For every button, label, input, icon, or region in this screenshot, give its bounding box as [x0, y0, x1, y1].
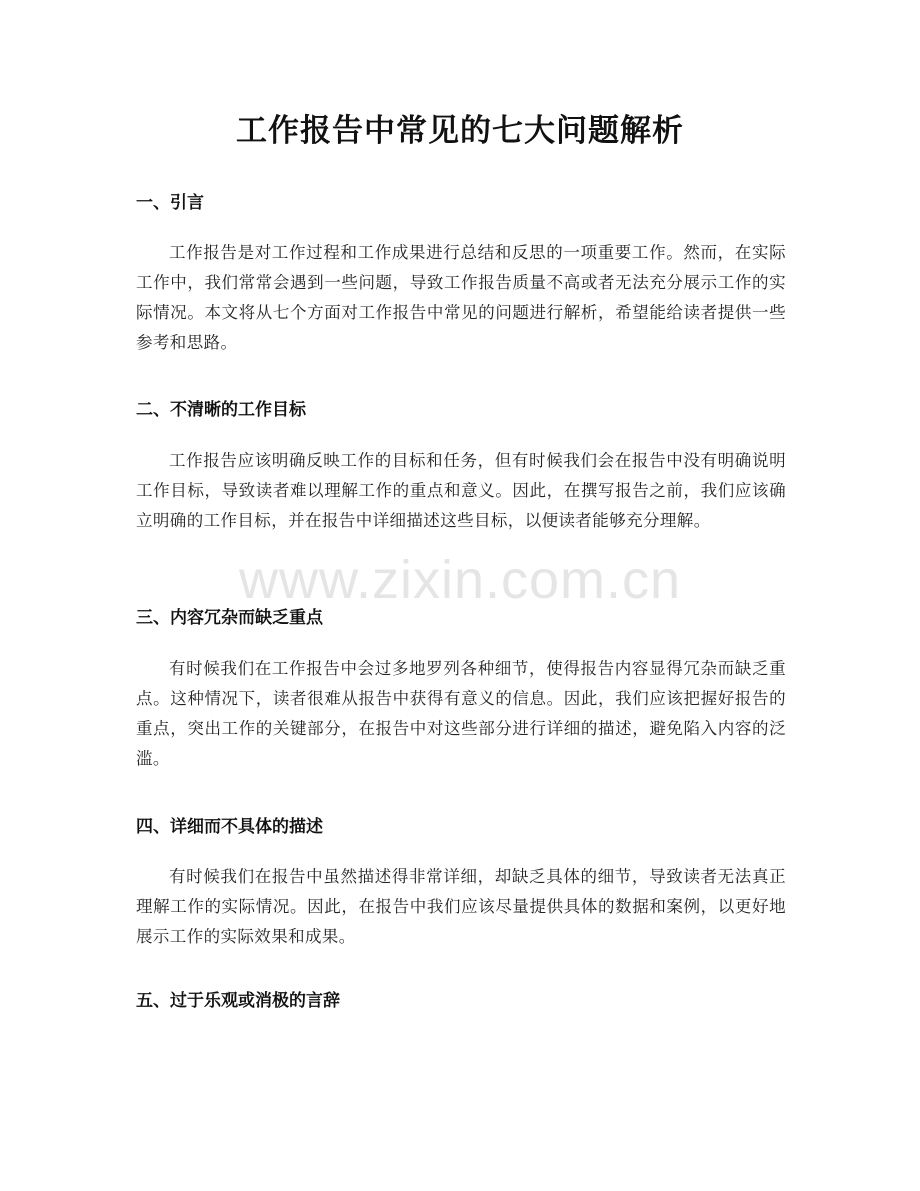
section-heading: 一、引言: [136, 193, 204, 213]
section-paragraph: 工作报告应该明确反映工作的目标和任务，但有时候我们会在报告中没有明确说明工作目标，导致读者难以理解工作的重点和意义。因此，在撰写报告之前，我们应该确立明确的工作目标，并在报告中详细描述这些目标，以便读者能够充分理解。: [136, 451, 786, 530]
section-heading: 三、内容冗杂而缺乏重点: [136, 608, 323, 628]
watermark: www.zixin.com.cn: [238, 550, 682, 610]
section-heading: 五、过于乐观或消极的言辞: [136, 991, 340, 1011]
document-title: 工作报告中常见的七大问题解析: [236, 113, 684, 149]
section-paragraph: 有时候我们在工作报告中会过多地罗列各种细节，使得报告内容显得冗杂而缺乏重点。这种情况下，读者很难从报告中获得有意义的信息。因此，我们应该把握好报告的重点，突出工作的关键部分，在报告中对这些部分进行详细的描述，避免陷入内容的泛滥。: [136, 659, 786, 768]
section-heading: 四、详细而不具体的描述: [136, 817, 323, 837]
section-heading: 二、不清晰的工作目标: [136, 400, 306, 420]
section-paragraph: 有时候我们在报告中虽然描述得非常详细，却缺乏具体的细节，导致读者无法真正理解工作的实际情况。因此，在报告中我们应该尽量提供具体的数据和案例，以更好地展示工作的实际效果和成果。: [136, 867, 786, 946]
section-paragraph: 工作报告是对工作过程和工作成果进行总结和反思的一项重要工作。然而，在实际工作中，我们常常会遇到一些问题，导致工作报告质量不高或者无法充分展示工作的实际情况。本文将从七个方面对工作报告中常见的问题进行解析，希望能给读者提供一些参考和思路。: [136, 243, 786, 352]
